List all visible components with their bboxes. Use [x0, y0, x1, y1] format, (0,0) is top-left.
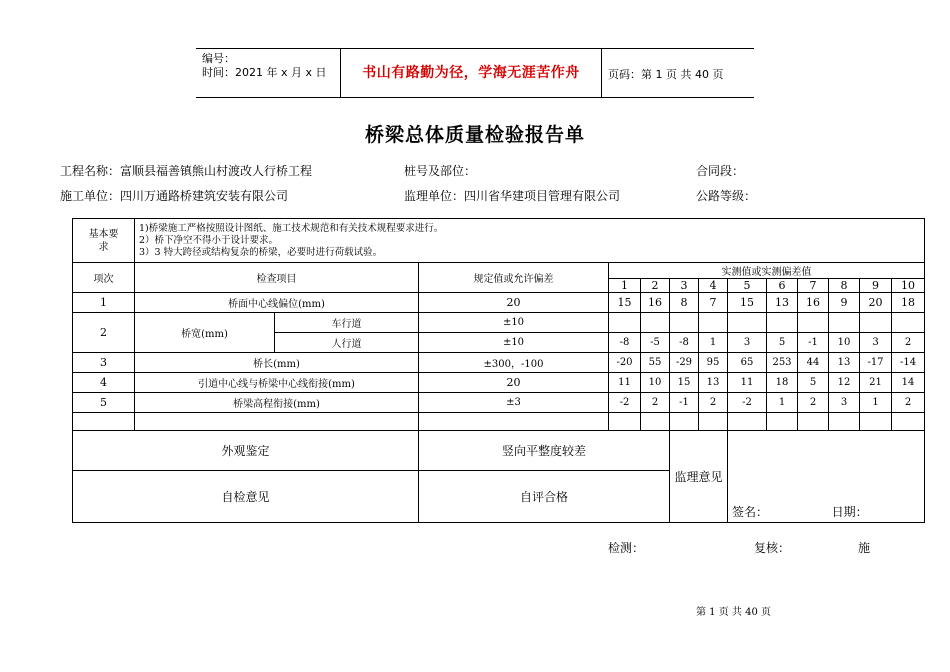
col-index-header: 项次	[73, 263, 135, 293]
row-value: 3	[860, 333, 892, 353]
supervisor-opinion-box	[728, 431, 925, 523]
row-value: 18	[767, 373, 798, 393]
row-value: 55	[641, 353, 670, 373]
self-check-label: 自检意见	[73, 471, 419, 523]
row-value: 11	[728, 373, 767, 393]
row-value: 1	[860, 393, 892, 413]
measure-number: 3	[670, 279, 699, 293]
row-value: -5	[641, 333, 670, 353]
row-value: 8	[670, 293, 699, 313]
table-row	[73, 373, 925, 393]
row-value: -2	[609, 393, 641, 413]
measure-number: 9	[860, 279, 892, 293]
page-footer: 第 1 页 共 40 页	[696, 607, 771, 618]
row-value: 253	[767, 353, 798, 373]
page-label: 页码：第 1 页 共 40 页	[608, 68, 724, 81]
table-row	[73, 313, 925, 333]
row-value: 7	[699, 293, 728, 313]
row-item: 桥梁高程衔接(mm)	[135, 393, 419, 413]
row-value: 10	[641, 373, 670, 393]
construct-label: 施	[858, 541, 871, 555]
builder-name: 施工单位：四川万通路桥建筑安装有限公司	[60, 189, 289, 203]
row-value: -14	[892, 353, 925, 373]
supervisor-opinion-label: 监理意见	[670, 431, 728, 523]
row-value: -2	[728, 393, 767, 413]
row-value: 14	[892, 373, 925, 393]
row-value: 1	[767, 393, 798, 413]
row-item: 引道中心线与桥梁中心线衔接(mm)	[135, 373, 419, 393]
row-item: 桥宽(mm)	[135, 313, 275, 353]
row-value: 18	[892, 293, 925, 313]
col-spec-header: 规定值或允许偏差	[419, 263, 609, 293]
row-value: -29	[670, 353, 699, 373]
row-value: -8	[609, 333, 641, 353]
row-value: -8	[670, 333, 699, 353]
header-meta	[202, 52, 327, 80]
table-head-row	[73, 263, 925, 279]
sign-label: 签名：	[732, 505, 769, 519]
row-value: 44	[798, 353, 829, 373]
row-value: 1	[699, 333, 728, 353]
review-label: 复核：	[754, 541, 791, 555]
row-value: 5	[798, 373, 829, 393]
requirement-line: 2）桥下净空不得小于设计要求。	[139, 234, 279, 246]
page-title: 桥梁总体质量检验报告单	[364, 124, 585, 146]
row-spec: 20	[419, 373, 609, 393]
row-value: 13	[699, 373, 728, 393]
project-name: 工程名称：富顺县福善镇熊山村渡改人行桥工程	[60, 164, 313, 178]
requirement-line: 1)桥梁施工严格按照设计图纸、施工技术规范和有关技术规程要求进行。	[139, 222, 444, 234]
row-value: 3	[728, 333, 767, 353]
col-item-header: 检查项目	[135, 263, 419, 293]
row-value: 95	[699, 353, 728, 373]
row-value: 13	[767, 293, 798, 313]
requirement-line: 3）3 特大跨径或结构复杂的桥梁，必要时进行荷载试验。	[139, 246, 383, 258]
requirements-row	[73, 219, 925, 263]
row-value: -17	[860, 353, 892, 373]
inspect-label: 检测：	[608, 541, 645, 555]
measure-number: 7	[798, 279, 829, 293]
supervisor-name: 监理单位：四川省华建项目管理有限公司	[404, 189, 621, 203]
row-subitem: 人行道	[275, 333, 419, 353]
row-value: 15	[728, 293, 767, 313]
self-check-value: 自评合格	[419, 471, 670, 523]
row-index: 5	[73, 393, 135, 413]
row-value: 5	[767, 333, 798, 353]
row-value: 2	[699, 393, 728, 413]
col-measure-header: 实测值或实测偏差值	[609, 263, 925, 279]
inspection-table	[72, 218, 925, 523]
row-value: 3	[829, 393, 860, 413]
table-row	[73, 393, 925, 413]
table-row-empty	[73, 413, 925, 431]
document-header	[196, 48, 754, 98]
row-value: 2	[641, 393, 670, 413]
row-spec: ±3	[419, 393, 609, 413]
row-index: 3	[73, 353, 135, 373]
row-value: 65	[728, 353, 767, 373]
number-label: 编号：	[202, 52, 235, 65]
row-value: 2	[798, 393, 829, 413]
row-value: 9	[829, 293, 860, 313]
contract-label: 合同段：	[696, 164, 745, 178]
grade-label: 公路等级：	[696, 189, 757, 203]
measure-number: 6	[767, 279, 798, 293]
requirements-text	[135, 219, 925, 263]
table-row	[73, 293, 925, 313]
row-item: 桥长(mm)	[135, 353, 419, 373]
appearance-row	[73, 431, 925, 471]
row-index: 1	[73, 293, 135, 313]
measure-number: 8	[829, 279, 860, 293]
row-value: 2	[892, 393, 925, 413]
row-subitem: 车行道	[275, 313, 419, 333]
row-value: 15	[670, 373, 699, 393]
row-value: 2	[892, 333, 925, 353]
row-value: 15	[609, 293, 641, 313]
measure-number: 2	[641, 279, 670, 293]
row-index: 4	[73, 373, 135, 393]
time-label: 时间：2021 年 x 月 x 日	[202, 66, 327, 79]
row-spec: ±300，-100	[419, 353, 609, 373]
station-label: 桩号及部位：	[404, 164, 477, 178]
measure-number: 10	[892, 279, 925, 293]
row-spec: ±10	[419, 313, 609, 333]
row-value: 12	[829, 373, 860, 393]
requirements-label: 基本要求	[73, 219, 135, 263]
row-value: -20	[609, 353, 641, 373]
appearance-value: 竖向平整度较差	[419, 431, 670, 471]
row-value: 16	[641, 293, 670, 313]
row-value: 10	[829, 333, 860, 353]
row-value: -1	[798, 333, 829, 353]
row-value: -1	[670, 393, 699, 413]
row-value: 13	[829, 353, 860, 373]
measure-number: 4	[699, 279, 728, 293]
motto-text: 书山有路勤为径，学海无涯苦作舟	[340, 49, 602, 97]
table-row	[73, 353, 925, 373]
measure-number: 5	[728, 279, 767, 293]
row-value: 21	[860, 373, 892, 393]
row-value: 16	[798, 293, 829, 313]
row-spec: 20	[419, 293, 609, 313]
appearance-label: 外观鉴定	[73, 431, 419, 471]
row-value: 20	[860, 293, 892, 313]
row-index: 2	[73, 313, 135, 353]
measure-number: 1	[609, 279, 641, 293]
row-value: 11	[609, 373, 641, 393]
row-spec: ±10	[419, 333, 609, 353]
date-label: 日期：	[831, 505, 868, 519]
row-item: 桥面中心线偏位(mm)	[135, 293, 419, 313]
